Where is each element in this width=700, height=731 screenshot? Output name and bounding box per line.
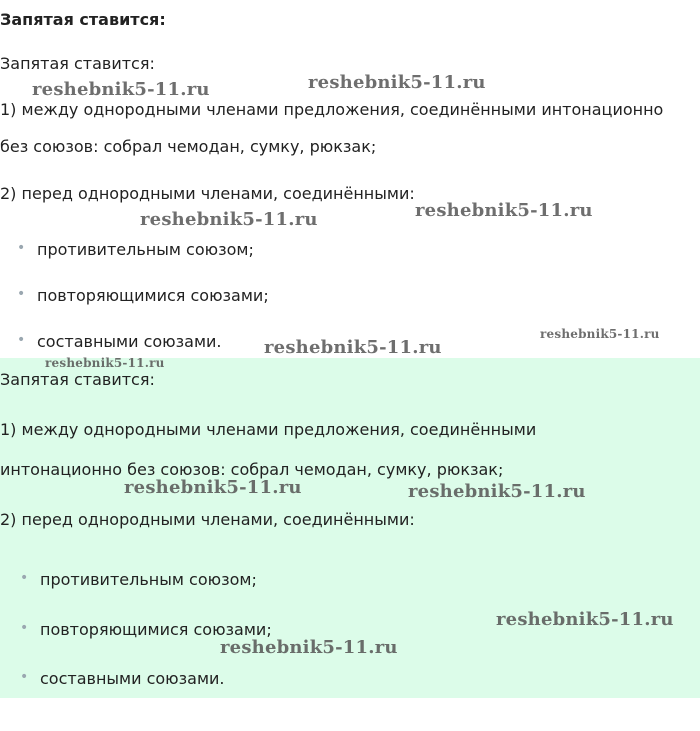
list-item: • составными союзами. — [40, 669, 225, 688]
watermark: reshebnik5-11.ru — [540, 327, 660, 341]
point-1-line-2: без союзов: собрал чемодан, сумку, рюкзак; — [0, 137, 377, 156]
section-heading: Запятая ставится: — [0, 10, 166, 29]
watermark: reshebnik5-11.ru — [264, 337, 442, 358]
intro-text: Запятая ставится: — [0, 54, 155, 73]
list-item: • повторяющимися союзами; — [40, 620, 272, 639]
green-intro-text: Запятая ставится: — [0, 370, 155, 389]
list-item: • повторяющимися союзами; — [37, 286, 269, 305]
point-1-line-1: 1) между однородными членами предложения, соединёнными интонационно — [0, 100, 664, 119]
watermark: reshebnik5-11.ru — [124, 477, 302, 498]
green-point-1-line-1: 1) между однородными членами предложения, соединёнными — [0, 420, 537, 439]
point-2-text: 2) перед однородными членами, соединёнными: — [0, 184, 415, 203]
watermark: reshebnik5-11.ru — [140, 209, 318, 230]
watermark: reshebnik5-11.ru — [415, 200, 593, 221]
list-item: • противительным союзом; — [37, 240, 254, 259]
watermark: reshebnik5-11.ru — [496, 609, 674, 630]
watermark: reshebnik5-11.ru — [32, 79, 210, 100]
list-item: • противительным союзом; — [40, 570, 257, 589]
green-point-1-line-2: интонационно без союзов: собрал чемодан, сумку, рюкзак; — [0, 460, 504, 479]
watermark: reshebnik5-11.ru — [408, 481, 586, 502]
watermark: reshebnik5-11.ru — [220, 637, 398, 658]
list-item: • составными союзами. — [37, 332, 222, 351]
watermark: reshebnik5-11.ru — [45, 356, 165, 370]
watermark: reshebnik5-11.ru — [308, 72, 486, 93]
green-point-2-text: 2) перед однородными членами, соединёнными: — [0, 510, 415, 529]
